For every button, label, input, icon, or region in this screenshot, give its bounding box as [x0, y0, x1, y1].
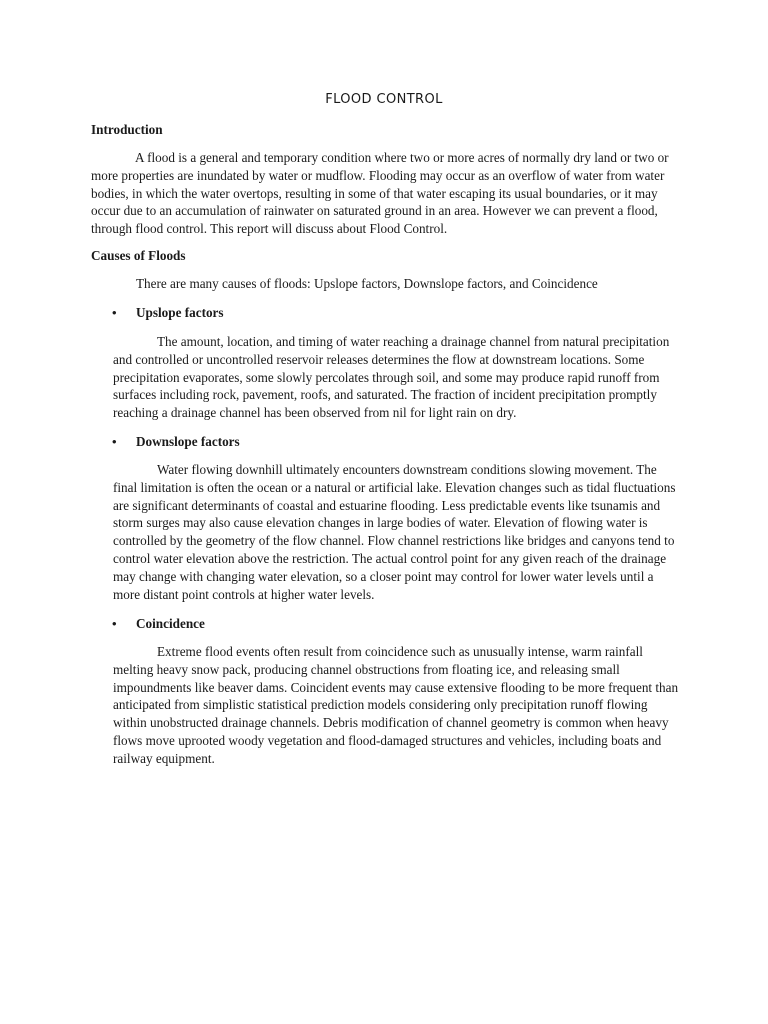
causes-lead-paragraph: There are many causes of floods: Upslope factors, Downslope factors, and Coincidence	[136, 276, 598, 291]
introduction-heading: Introduction	[91, 122, 163, 137]
bullet-glyph: •	[112, 434, 117, 449]
introduction-paragraph: A flood is a general and temporary condition where two or more acres of normally dry land or two or more properties are inundated by water or mudflow. Flooding may occur as an overflow of water from water bodies, in which the water overtops, resulting in some of that water escaping its usual boundaries, or it may occur due to an accumulation of rainwater on saturated ground in an area. However we can prevent a flood, through flood control. This report will discuss about Flood Control.	[91, 150, 669, 237]
bullet-label-downslope: Downslope factors	[136, 434, 240, 449]
bullet-glyph: •	[112, 305, 117, 320]
document-title: FLOOD CONTROL	[325, 92, 443, 107]
bullet-label-upslope: Upslope factors	[136, 305, 224, 320]
bullet-coincidence	[112, 616, 205, 632]
downslope-paragraph: Water flowing downhill ultimately encounters downstream conditions slowing movement. The final limitation is often the ocean or a natural or artificial lake. Elevation changes such as tidal fluctuations are significant determinants of coastal and estuarine flooding. Less predictable events like tsunamis and storm surges may also cause elevation changes in large bodies of water. Elevation of flowing water is controlled by the geometry of the flow channel. Flow channel restrictions like bridges and canyons tend to control water elevation above the restriction. The actual control point for any given reach of the drainage may change with changing water elevation, so a closer point may control for lower water levels until a more distant point controls at higher water levels.	[113, 462, 676, 602]
upslope-paragraph: The amount, location, and timing of water reaching a drainage channel from natural precipitation and controlled or uncontrolled reservoir releases determines the flow at downstream locations. Some precipitation evaporates, some slowly percolates through soil, and some may produce rapid runoff from surfaces including rock, pavement, roofs, and saturated. The fraction of incident precipitation promptly reaching a drainage channel has been observed from nil for light rain on dry.	[113, 334, 670, 421]
bullet-label-coincidence: Coincidence	[136, 616, 205, 631]
causes-heading: Causes of Floods	[91, 248, 186, 263]
bullet-glyph: •	[112, 616, 117, 631]
bullet-downslope	[112, 434, 240, 450]
bullet-upslope	[112, 305, 224, 321]
coincidence-paragraph: Extreme flood events often result from coincidence such as unusually intense, warm rainfall melting heavy snow pack, producing channel obstructions from floating ice, and releasing small impoundments like beaver dams. Coincident events may cause extensive flooding to be more frequent than anticipated from simplistic statistical prediction models considering only precipitation runoff flowing within unobstructed drainage channels. Debris modification of channel geometry is common when heavy flows move uprooted woody vegetation and flood-damaged structures and vehicles, including boats and railway equipment.	[113, 644, 679, 766]
